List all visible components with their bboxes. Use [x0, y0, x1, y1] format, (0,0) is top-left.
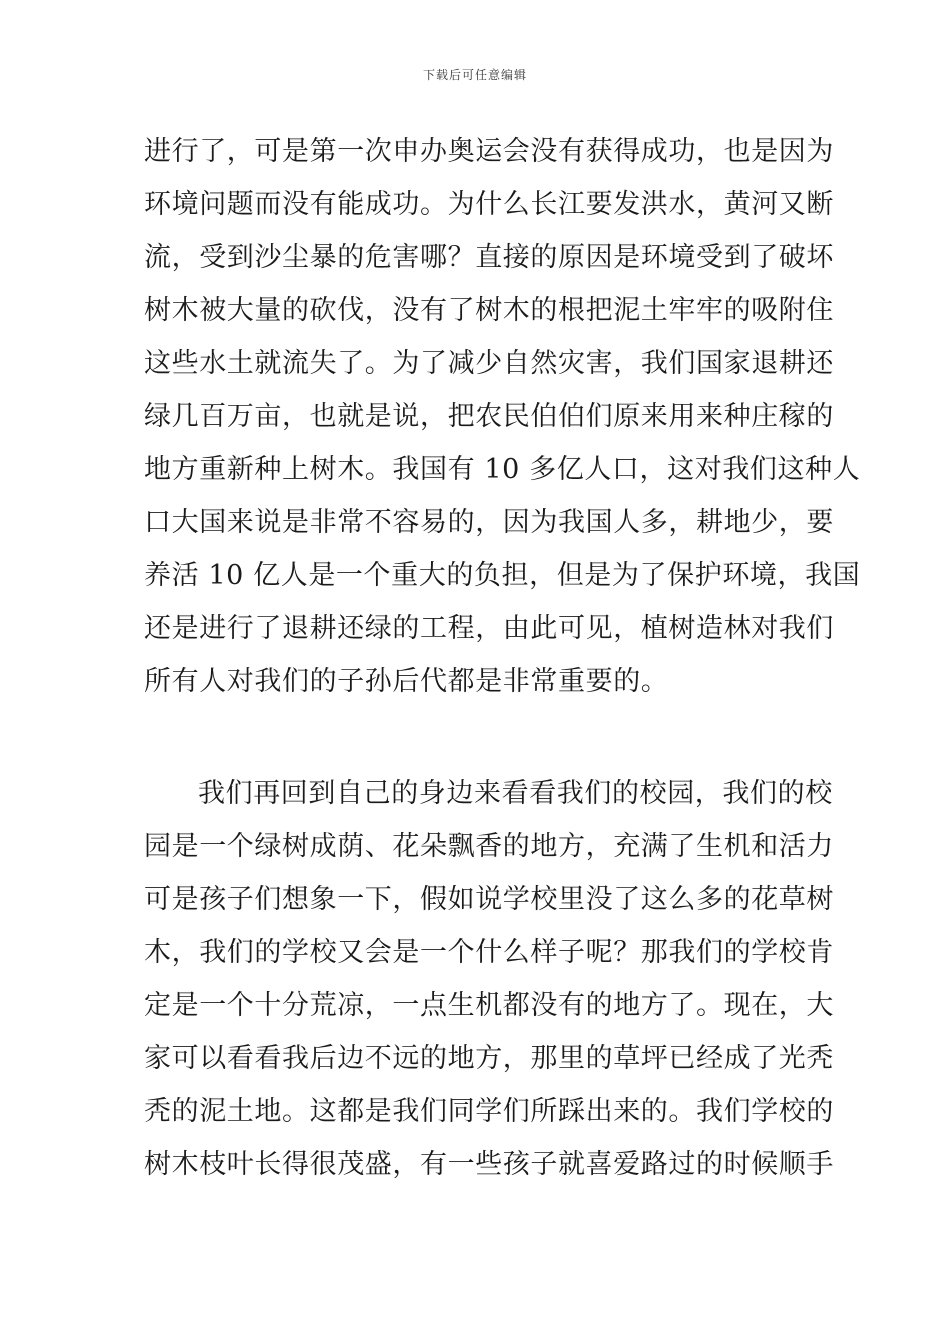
text-line: 绿几百万亩，也就是说，把农民伯伯们原来用来种庄稼的 [144, 401, 834, 432]
text-line: 这些水土就流失了。为了减少自然灾害，我们国家退耕还 [144, 348, 834, 379]
text-line: 还是进行了退耕还绿的工程，由此可见，植树造林对我们 [144, 613, 834, 644]
paragraph-1 [144, 125, 860, 708]
text-line: 地方重新种上树木。我国有 10 多亿人口，这对我们这种人 [144, 454, 861, 485]
text-line: 养活 10 亿人是一个重大的负担，但是为了保护环境，我国 [144, 560, 861, 591]
text-line: 家可以看看我后边不远的地方，那里的草坪已经成了光秃 [144, 1043, 834, 1074]
text-line: 可是孩子们想象一下，假如说学校里没了这么多的花草树 [144, 884, 834, 915]
text-line: 流，受到沙尘暴的危害哪？直接的原因是环境受到了破坏 [144, 242, 834, 273]
text-line: 所有人对我们的子孙后代都是非常重要的。 [144, 666, 669, 697]
paragraph-2 [144, 767, 834, 1191]
text-line: 环境问题而没有能成功。为什么长江要发洪水，黄河又断 [144, 189, 834, 220]
text-line: 树木枝叶长得很茂盛，有一些孩子就喜爱路过的时候顺手 [144, 1149, 834, 1180]
text-line: 秃的泥土地。这都是我们同学们所踩出来的。我们学校的 [144, 1096, 834, 1127]
text-line: 进行了，可是第一次申办奥运会没有获得成功，也是因为 [144, 136, 834, 167]
page-header: 下载后可任意编辑 [422, 68, 527, 82]
text-line: 树木被大量的砍伐，没有了树木的根把泥土牢牢的吸附住 [144, 295, 834, 326]
text-line: 木，我们的学校又会是一个什么样子呢？那我们的学校肯 [144, 937, 834, 968]
text-line: 园是一个绿树成荫、花朵飘香的地方，充满了生机和活力 [144, 831, 834, 862]
text-line: 我们再回到自己的身边来看看我们的校园，我们的校 [198, 778, 833, 809]
text-line: 口大国来说是非常不容易的，因为我国人多，耕地少，要 [144, 507, 834, 538]
text-line: 定是一个十分荒凉，一点生机都没有的地方了。现在，大 [144, 990, 834, 1021]
